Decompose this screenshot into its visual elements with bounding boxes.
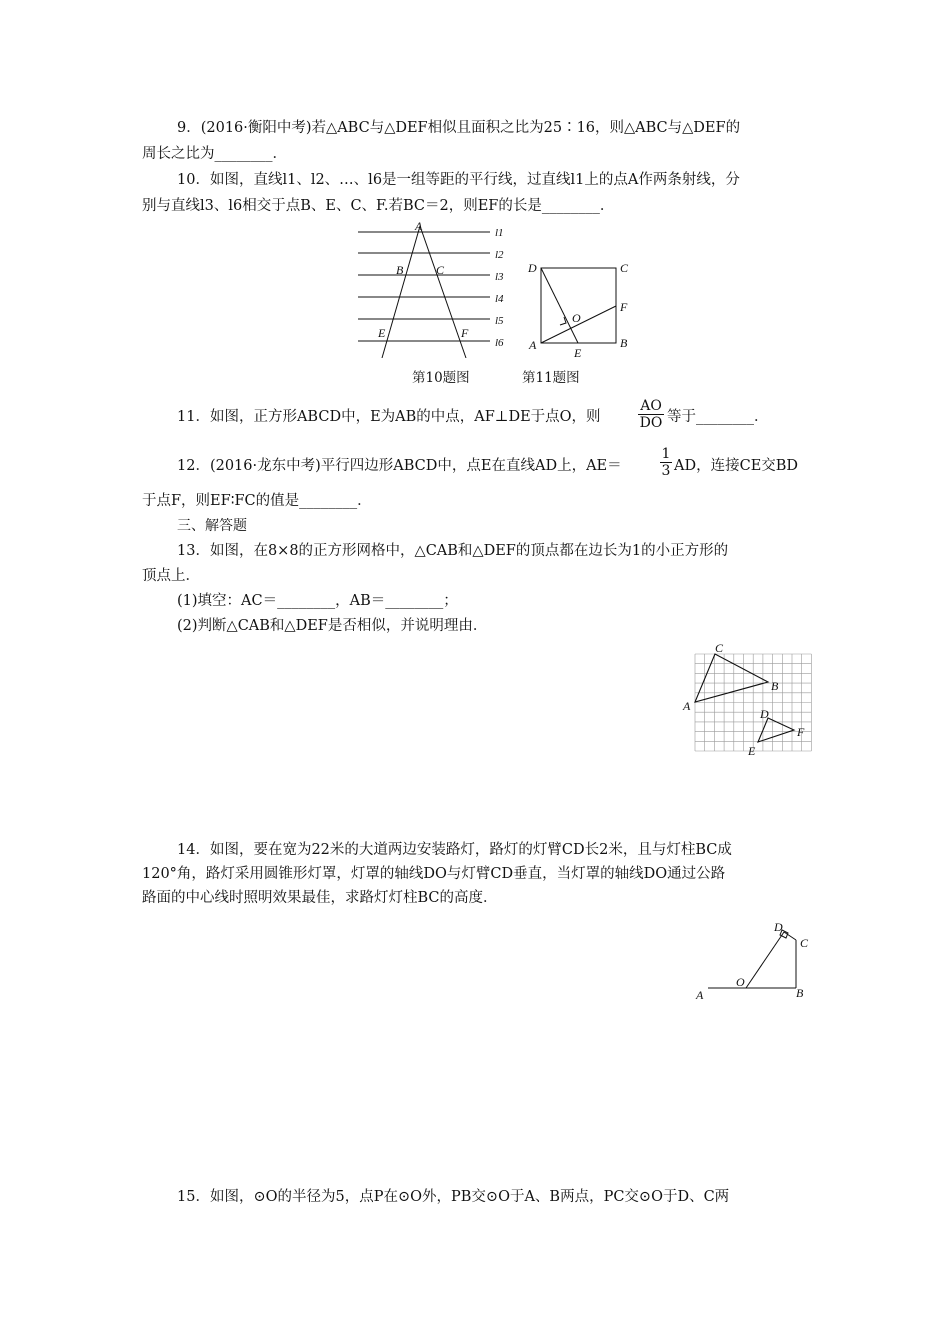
label-E: E — [378, 326, 386, 340]
fig10-caption: 第10题图 — [412, 370, 470, 386]
figure-14 — [690, 915, 820, 1010]
q14-line2: 120°角，路灯采用圆锥形灯罩，灯罩的轴线DO与灯臂CD垂直，当灯罩的轴线DO通过公路 — [142, 866, 726, 882]
triangle-CAB — [695, 654, 768, 702]
label-C: C — [800, 936, 809, 950]
q14-line1: 14．如图，要在宽为22米的大道两边安装路灯，路灯的灯臂CD长2米，且与灯柱BC成 — [177, 842, 732, 858]
q11-frac-numerator: AO — [640, 398, 662, 414]
q12-line2: 于点F，则EF∶FC的值是________． — [142, 493, 372, 509]
segment-DE — [541, 268, 578, 343]
section-title: 三、解答题 — [177, 518, 247, 534]
label-A: A — [415, 219, 423, 233]
q9-line1: 9．(2016·衡阳中考)若△ABC与△DEF相似且面积之比为25∶16，则△ABC与△DEF的 — [177, 120, 741, 136]
label-O: O — [736, 975, 745, 989]
label-F: F — [461, 326, 469, 340]
label-l5: l5 — [495, 315, 504, 327]
axis-DO — [746, 932, 784, 988]
right-angle-mark — [560, 317, 566, 325]
q11-text-before: 11．如图，正方形ABCD中，E为AB的中点，AF⊥DE于点O，则 — [177, 409, 601, 425]
q12-fraction — [660, 446, 672, 479]
label-l3: l3 — [495, 271, 504, 283]
figure-10 — [350, 218, 520, 358]
arm-CD — [784, 932, 796, 940]
label-A: A — [529, 338, 537, 352]
label-l1: l1 — [495, 227, 504, 239]
q12-text-after: AD，连接CE交BD — [674, 458, 799, 474]
q12-text-before: 12．(2016·龙东中考)平行四边形ABCD中，点E在直线AD上，AE＝ — [177, 458, 622, 474]
ray-A-E — [382, 226, 420, 358]
grid — [695, 654, 811, 751]
label-l2: l2 — [495, 249, 504, 261]
label-C: C — [620, 261, 629, 275]
q13-line3: (1)填空：AC＝________，AB＝________； — [177, 593, 458, 609]
label-D: D — [528, 261, 537, 275]
label-B: B — [796, 986, 804, 1000]
q11-frac-denominator: DO — [639, 415, 663, 431]
q15-line1: 15．如图，⊙O的半径为5，点P在⊙O外，PB交⊙O于A、B两点，PC交⊙O于D、C两 — [177, 1189, 730, 1205]
fig11-caption: 第11题图 — [522, 370, 580, 386]
figure-11 — [525, 255, 635, 365]
q9-line2: 周长之比为________． — [142, 146, 287, 162]
q11-text-after: 等于________． — [667, 409, 769, 425]
label-D: D — [774, 920, 783, 934]
label-B: B — [620, 336, 628, 350]
label-B: B — [396, 263, 404, 277]
label-A: A — [696, 988, 704, 1002]
label-l4: l4 — [495, 293, 504, 305]
label-D: D — [760, 707, 769, 721]
label-F: F — [797, 725, 805, 739]
q11-fraction — [638, 398, 664, 431]
q14-line3: 路面的中心线时照明效果最佳，求路灯灯柱BC的高度． — [142, 890, 498, 906]
q10-line2: 别与直线l3、l6相交于点B、E、C、F.若BC＝2，则EF的长是________． — [142, 198, 615, 214]
square-ABCD — [541, 268, 616, 343]
q12-frac-denominator: 3 — [661, 463, 671, 479]
label-F: F — [620, 300, 628, 314]
q10-line1: 10．如图，直线l1、l2、…、l6是一组等距的平行线，过直线l1上的点A作两条射线，分 — [177, 172, 740, 188]
q13-line2: 顶点上． — [142, 568, 200, 584]
label-O: O — [572, 311, 581, 325]
label-A: A — [683, 699, 691, 713]
q13-line4: (2)判断△CAB和△DEF是否相似，并说明理由． — [177, 618, 488, 634]
label-C: C — [436, 263, 445, 277]
q12-frac-numerator: 1 — [661, 446, 671, 462]
label-l6: l6 — [495, 337, 504, 349]
q13-line1: 13．如图，在8×8的正方形网格中，△CAB和△DEF的顶点都在边长为1的小正方形的 — [177, 543, 729, 559]
label-E: E — [748, 744, 756, 758]
ray-A-F — [420, 226, 466, 358]
label-B: B — [771, 679, 779, 693]
label-C: C — [715, 641, 724, 655]
figure-13 — [678, 640, 813, 760]
label-E: E — [574, 346, 582, 360]
triangle-DEF — [758, 718, 794, 742]
